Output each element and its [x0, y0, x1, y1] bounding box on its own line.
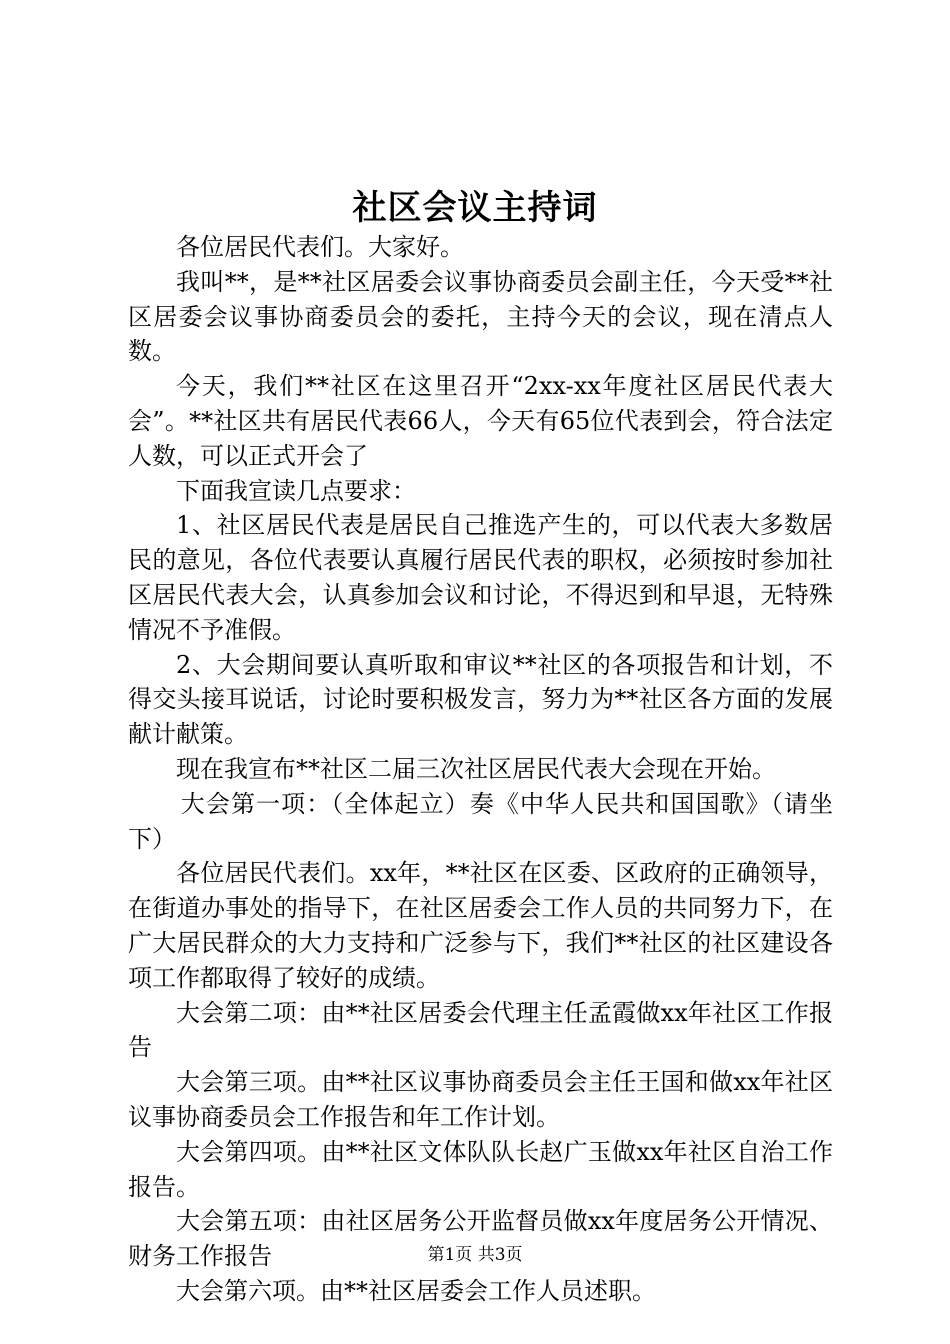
paragraph-agenda-item-5: 大会第五项：由社区居务公开监督员做xx年度居务公开情况、财务工作报告: [128, 1207, 833, 1271]
paragraph-agenda-item-6: 大会第六项。由**社区居委会工作人员述职。: [176, 1276, 656, 1305]
paragraph-requirement-1: 1、社区居民代表是居民自己推选产生的，可以代表大多数居民的意见，各位代表要认真履行居民代表的职权，必须按时参加社区居民代表大会，认真参加会议和讨论，不得迟到和早退，无特殊情况不予准假。: [128, 511, 833, 644]
document-title: 社区会议主持词: [352, 188, 598, 228]
paragraph-announcement: 现在我宣布**社区二届三次社区居民代表大会现在开始。: [176, 754, 776, 783]
paragraph-meeting-opening: 今天，我们**社区在这里召开“2xx-xx年度社区居民代表大会”。**社区共有居民代表66人，今天有65位代表到会，符合法定人数，可以正式开会了: [128, 372, 833, 470]
paragraph-agenda-item-1: 大会第一项：（全体起立）奏《中华人民共和国国歌》（请坐下）: [128, 789, 833, 853]
paragraph-greeting: 各位居民代表们。大家好。: [176, 233, 464, 261]
paragraph-requirement-2: 2、大会期间要认真听取和审议**社区的各项报告和计划，不得交头接耳说话，讨论时要积极发言，努力为**社区各方面的发展献计献策。: [128, 650, 833, 749]
paragraph-agenda-item-3: 大会第三项。由**社区议事协商委员会主任王国和做xx年社区议事协商委员会工作报告和年工作计划。: [128, 1068, 833, 1131]
paragraph-requirements-intro: 下面我宣读几点要求：: [176, 476, 416, 505]
paragraph-achievements: 各位居民代表们。xx年，**社区在区委、区政府的正确领导，在街道办事处的指导下，在社区居委会工作人员的共同努力下，在广大居民群众的大力支持和广泛参与下，我们**社区的社区建设各项工作都取得了较好的成绩。: [128, 859, 833, 992]
paragraph-agenda-item-4: 大会第四项。由**社区文体队队长赵广玉做xx年社区自治工作报告。: [128, 1137, 833, 1201]
page-number-footer: 第1页 共3页: [427, 1245, 523, 1265]
paragraph-agenda-item-2: 大会第二项：由**社区居委会代理主任孟霞做xx年社区工作报告: [128, 998, 833, 1062]
document-body: [128, 230, 833, 1309]
paragraph-host-intro: 我叫**，是**社区居委会议事协商委员会副主任，今天受**社区居委会议事协商委员会的委托，主持今天的会议，现在清点人数。: [128, 267, 833, 366]
